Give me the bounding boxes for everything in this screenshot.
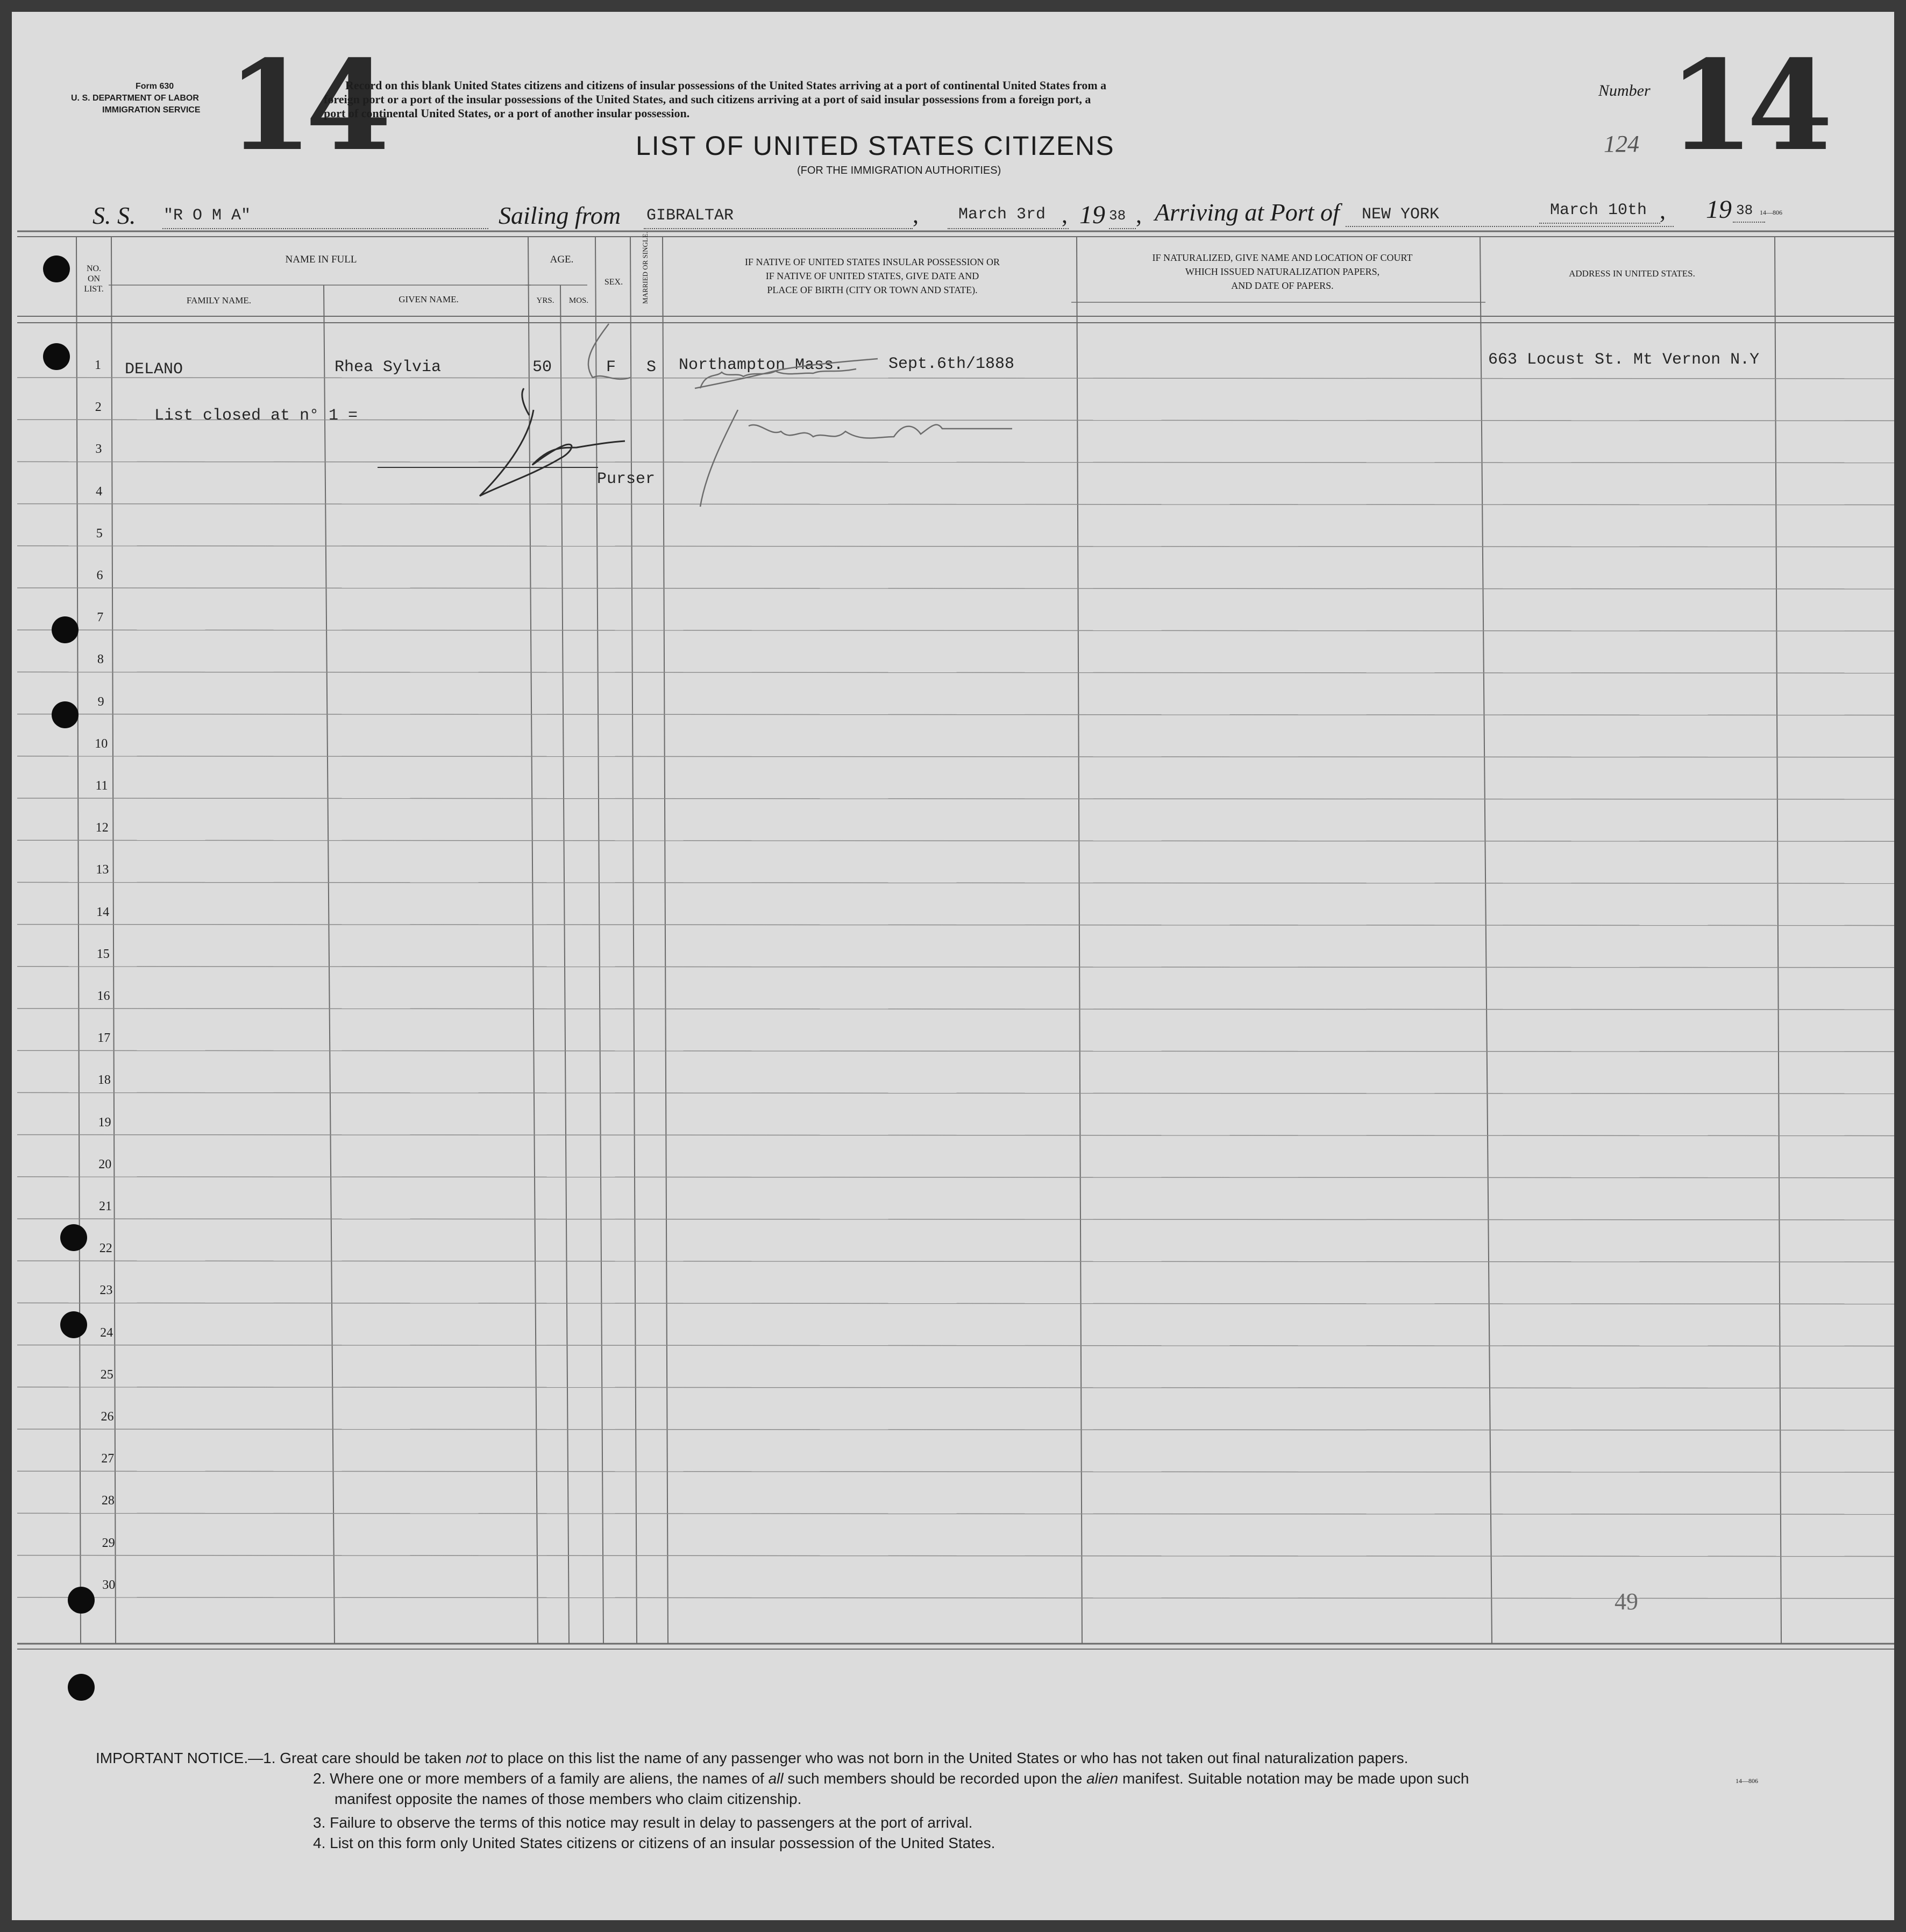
sailing-label: Sailing from: [499, 202, 621, 229]
row-number: 23: [99, 1283, 113, 1298]
row-number: 18: [97, 1073, 111, 1088]
row-number: 12: [95, 821, 109, 835]
row-number: 10: [95, 736, 108, 751]
depart-year: 38: [1109, 208, 1126, 224]
row-number: 5: [96, 526, 103, 541]
col-age-yrs: YRS.: [536, 296, 554, 305]
row-rule-line: [17, 1261, 1894, 1262]
entry-address: 663 Locust St. Mt Vernon N.Y: [1488, 351, 1760, 369]
row-rule-line: [17, 1303, 1894, 1304]
entry-given-name: Rhea Sylvia: [335, 358, 442, 377]
row-number: 14: [96, 905, 110, 919]
row-number: 20: [98, 1157, 112, 1171]
col-native-birthplace: IF NATIVE OF UNITED STATES INSULAR POSSESSION OR IF NATIVE OF UNITED STATES, GIVE DATE AND PLACE OF BIRTH (CITY OR TOWN AND STATE).: [744, 257, 1000, 295]
punch-hole: [60, 1224, 87, 1251]
manifest-sheet: Form 630 U. S. DEPARTMENT OF LABOR IMMIGRATION SERVICE 14 Record on this blank United States citizens and citizens of insular possessions of the United States arriving at a port of continental United States from a foreign port or a port of the insular possessions of the United States, and such citizens arriving at a port of said insular possessions from a foreign port, a port of continental United States, or a port of another insular possession. LIST OF UNITED STATES CITIZENS (FOR THE IMMIGRATION AUTHORITIES) Number 124 14 14—806 S. S. "R O M A" Sailing from GIBRALTAR , March 3rd , 19 38 , Arriving at Port of NEW YORK March 10th , 19 38 NO. ON LIST. NAME IN FULL FAMILY NAME. GIVEN NAME. AGE. YRS. MOS. SEX. MARRIED OR SINGLE. IF NATIVE OF UNITED STATES INSULAR POSSESSION OR IF NATIVE OF UNITED STATES, GIVE DATE AND PLACE OF BIRTH (CITY OR TOWN AND STATE). IF NATURALIZED, GIVE NAME AND LOCATION OF COURT WHICH ISSUED NATURALIZATION PAPERS, AND DATE OF PAPERS. ADDRESS IN UNITED STATES. 1 2 3 4 5 6 7 8 9 10 11 12 13 14 15 16 17 18 19 20 21 22 23 24 25 26 27 28 29 30 DELANO Rhea Sylvia 50 F S Northampton Mass. Sept.6th/1888 663 Locust St. Mt Vernon N.Y List closed at n° 1 = Purser 49 IMPORTANT NOTICE.—1. Great care should be taken not to place on this list the name of any passenger who was not born in the United States or who has not taken out final naturalization papers. 2. Where one or more members of a family are aliens, the names of all such members should be recorded upon the alien manifest. Suitable notation may be made upon such manifest opposite the names of those members who claim citizenship. 3. Failure to observe the terms of this notice may result in delay to passengers at the port of arrival. 4. List on this form only United States citizens or citizens of an insular possession of the United States. 14—806: [12, 12, 1894, 1920]
notice-item-2: 2. Where one or more members of a family are aliens, the names of all such members should be recorded upon the alien manifest. Suitable notation may be made upon such: [313, 1770, 1469, 1787]
row-number: 1: [95, 358, 101, 372]
from-port: GIBRALTAR: [646, 207, 734, 225]
row-number: 29: [102, 1536, 115, 1550]
row-rule-line: [17, 756, 1894, 757]
row-rule-line: [17, 798, 1894, 799]
notice-item-3: 3. Failure to observe the terms of this notice may result in delay to passengers at the port of arrival.: [313, 1814, 973, 1831]
row-number: 16: [97, 989, 110, 1003]
row-number: 28: [101, 1494, 115, 1508]
punch-hole: [68, 1587, 95, 1614]
col-age: AGE.: [550, 254, 574, 265]
instructions-line-3: port of continental United States, or a port of another insular possession.: [324, 106, 690, 120]
row-rule-line: [17, 1471, 1894, 1472]
row-rule-line: [17, 1555, 1894, 1557]
arrive-date: March 10th: [1550, 201, 1647, 219]
notice-heading: IMPORTANT NOTICE.—1.: [96, 1750, 276, 1766]
col-sex: SEX.: [604, 278, 623, 287]
col-age-mos: MOS.: [568, 296, 589, 305]
printer-mark-bottom: 14—806: [1736, 1777, 1758, 1785]
row-number: 27: [101, 1452, 115, 1466]
entry-marital-status: S: [646, 358, 657, 377]
row-rule-line: [17, 1008, 1894, 1010]
row-rule-line: [17, 1513, 1894, 1514]
notice-item-1: IMPORTANT NOTICE.—1. Great care should be taken not to place on this list the name of any passenger who was not born in the United States or who has not taken out final naturalization papers.: [96, 1750, 1409, 1766]
ship-name: "R O M A": [163, 207, 251, 225]
ss-label: S. S.: [93, 202, 136, 229]
row-number: 6: [96, 569, 103, 583]
row-rule-line: [17, 1597, 1894, 1599]
row-rule-line: [17, 882, 1894, 883]
to-port: NEW YORK: [1362, 205, 1440, 224]
list-closed-note: List closed at n° 1 =: [154, 407, 358, 425]
service-label: IMMIGRATION SERVICE: [102, 105, 201, 115]
row-number: 22: [99, 1241, 112, 1256]
col-family-name: FAMILY NAME.: [186, 295, 252, 306]
row-rule-line: [17, 1050, 1894, 1052]
arriving-label: Arriving at Port of: [1155, 198, 1340, 226]
punch-hole: [52, 616, 79, 643]
punch-hole: [60, 1311, 87, 1338]
instructions-line-1: Record on this blank United States citizens and citizens of insular possessions of the United States arriving at a port of continental United States from a: [345, 79, 1107, 92]
row-rule-line: [17, 1092, 1894, 1093]
col-naturalized: IF NATURALIZED, GIVE NAME AND LOCATION OF COURT WHICH ISSUED NATURALIZATION PAPERS, AND DATE OF PAPERS.: [1152, 252, 1413, 291]
stamp-number-right: 14: [1668, 33, 1826, 179]
arrive-year: 38: [1736, 202, 1753, 218]
depart-date: March 3rd: [958, 205, 1046, 224]
number-label: Number: [1598, 82, 1651, 100]
col-name-in-full: NAME IN FULL: [285, 254, 357, 265]
row-number: 8: [97, 652, 104, 667]
purser-label: Purser: [597, 470, 656, 488]
row-rule-line: [17, 840, 1894, 841]
row-rule-line: [17, 672, 1894, 673]
row-rule-line: [17, 925, 1894, 926]
row-rule-line: [17, 1429, 1894, 1430]
punch-hole: [43, 255, 70, 282]
page-number: 49: [1615, 1588, 1638, 1615]
row-rule-line: [17, 1219, 1894, 1220]
row-rule-line: [17, 588, 1894, 589]
row-rule-line: [17, 1177, 1894, 1178]
page-title: LIST OF UNITED STATES CITIZENS: [636, 131, 1115, 161]
notice-item-4: 4. List on this form only United States citizens or citizens of an insular possession of the United States.: [313, 1835, 995, 1851]
col-address: ADDRESS IN UNITED STATES.: [1569, 268, 1695, 279]
row-rule-line: [17, 1345, 1894, 1346]
row-number: 26: [101, 1410, 114, 1424]
row-number: 4: [96, 484, 103, 499]
row-number: 3: [95, 442, 102, 457]
col-married-single: MARRIED OR SINGLE.: [641, 232, 649, 304]
row-number: 21: [99, 1199, 112, 1213]
entry-age-years: 50: [532, 358, 552, 377]
row-number: 15: [96, 947, 110, 961]
row-rule-line: [17, 967, 1894, 968]
row-rule-line: [17, 630, 1894, 631]
notice-item-2-cont: manifest opposite the names of those members who claim citizenship.: [335, 1791, 802, 1807]
row-number: 13: [96, 863, 109, 877]
row-number: 19: [98, 1115, 111, 1130]
row-number: 7: [97, 610, 104, 625]
entry-birth-date: Sept.6th/1888: [888, 355, 1015, 373]
instructions-line-2: foreign port or a port of the insular possessions of the United States, and such citizens arriving at a port of said insular possessions from a foreign port, a: [324, 93, 1091, 106]
printer-mark-top: 14—806: [1760, 209, 1782, 216]
row-number: 2: [95, 400, 102, 415]
number-handwritten: 124: [1604, 131, 1639, 157]
col-no-on-list: NO. ON LIST.: [84, 264, 104, 294]
page-subtitle: (FOR THE IMMIGRATION AUTHORITIES): [797, 165, 1001, 176]
handwritten-signatures: [469, 313, 1147, 560]
row-number: 30: [102, 1578, 116, 1592]
row-number: 25: [100, 1367, 113, 1382]
col-given-name: GIVEN NAME.: [399, 294, 459, 304]
form-number: Form 630: [136, 82, 174, 91]
row-number: 9: [97, 694, 104, 709]
entry-birth-place: Northampton Mass.: [679, 356, 844, 374]
depart-year-prefix: 19: [1079, 201, 1105, 229]
punch-hole: [43, 343, 70, 370]
row-number: 11: [95, 779, 108, 793]
row-number: 17: [97, 1031, 111, 1046]
row-rule-line: [17, 1135, 1894, 1136]
department-label: U. S. DEPARTMENT OF LABOR: [71, 94, 199, 103]
stamp-number-left: 14: [227, 33, 385, 179]
punch-hole: [52, 701, 79, 728]
arrive-year-prefix: 19: [1706, 195, 1732, 224]
row-number: 24: [100, 1325, 113, 1340]
entry-sex: F: [606, 358, 616, 377]
row-rule-line: [17, 714, 1894, 715]
entry-family-name: DELANO: [125, 360, 183, 379]
row-rule-line: [17, 1387, 1894, 1388]
punch-hole: [68, 1674, 95, 1701]
